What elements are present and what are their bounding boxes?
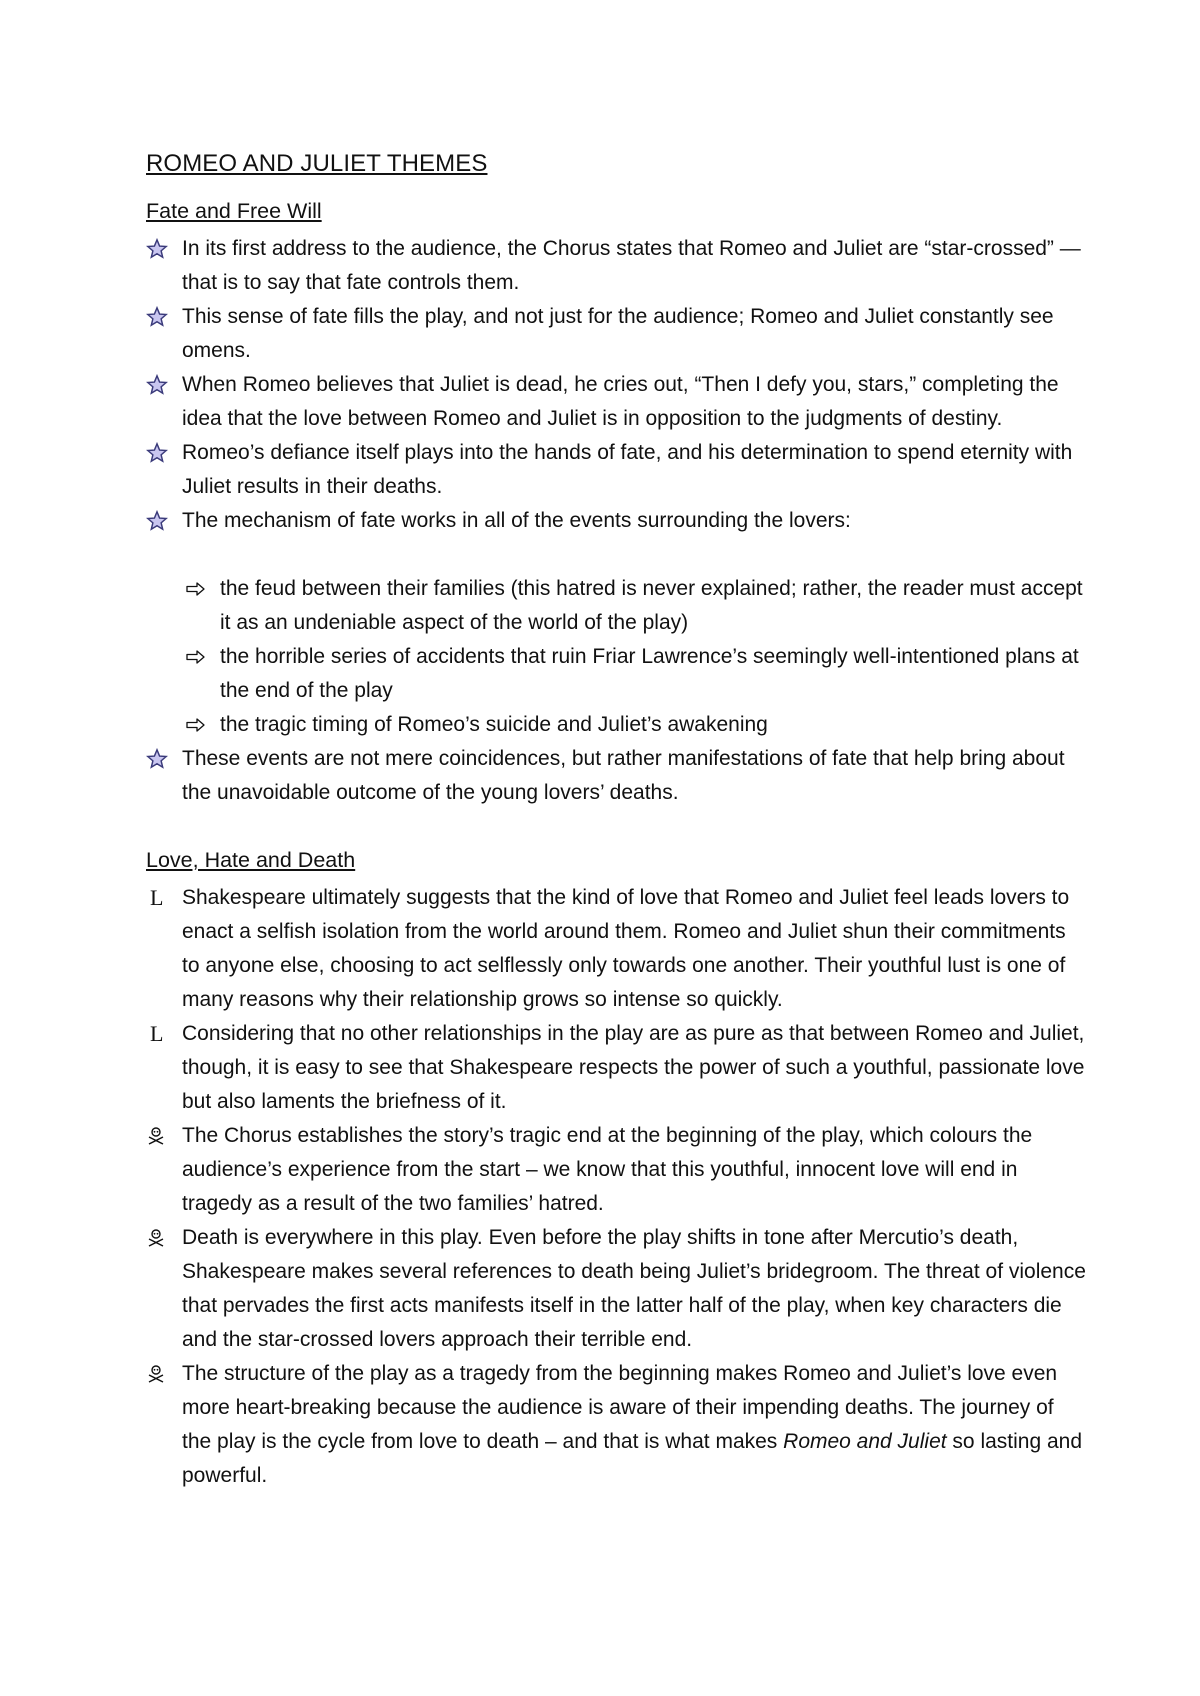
list-item: L Considering that no other relationships in the play are as pure as that between Romeo and Juliet, though, it is easy to see that Shakespeare respects the power of such a youthful, passionate love but also laments the briefness of it.	[146, 1017, 1086, 1119]
section-heading-love-hate-death: Love, Hate and Death	[146, 848, 356, 872]
love-hate-death-list	[146, 881, 1086, 1493]
arrow-right-icon	[186, 572, 206, 606]
star-bullet-icon	[146, 300, 174, 334]
list-item: L Shakespeare ultimately suggests that the kind of love that Romeo and Juliet feel leads lovers to enact a selfish isolation from the world around them. Romeo and Juliet shun their commitments to anyone else, choosing to act selflessly only towards one another. Their youthful lust is one of many reasons why their relationship grows so intense so quickly.	[146, 881, 1086, 1017]
list-item: When Romeo believes that Juliet is dead, he cries out, “Then I defy you, stars,” completing the idea that the love between Romeo and Juliet is in opposition to the judgments of destiny.	[146, 368, 1086, 436]
arrow-right-icon	[186, 708, 206, 742]
star-bullet-icon	[146, 742, 174, 776]
skull-crossbones-icon	[146, 1221, 174, 1255]
love-bullet-icon: L	[150, 1021, 164, 1046]
sub-list-item: the tragic timing of Romeo’s suicide and Juliet’s awakening	[146, 708, 1086, 742]
fate-list	[146, 232, 1086, 538]
list-item: These events are not mere coincidences, but rather manifestations of fate that help bring about the unavoidable outcome of the young lovers’ deaths.	[146, 742, 1086, 810]
section-heading-fate: Fate and Free Will	[146, 199, 322, 223]
list-item: This sense of fate fills the play, and not just for the audience; Romeo and Juliet constantly see omens.	[146, 300, 1086, 368]
fate-events-sublist	[146, 572, 1086, 742]
sub-list-item: the horrible series of accidents that ruin Friar Lawrence’s seemingly well-intentioned plans at the end of the play	[146, 640, 1086, 708]
play-title-italic: Romeo and Juliet	[783, 1430, 947, 1453]
list-item: Death is everywhere in this play. Even before the play shifts in tone after Mercutio’s death, Shakespeare makes several references to death being Juliet’s bridegroom. The threat of violence that pervades the first acts manifests itself in the latter half of the play, when key characters die and the star-crossed lovers approach their terrible end.	[146, 1221, 1086, 1357]
sub-list-item: the feud between their families (this hatred is never explained; rather, the reader must accept it as an undeniable aspect of the world of the play)	[146, 572, 1086, 640]
skull-crossbones-icon	[146, 1357, 174, 1391]
star-bullet-icon	[146, 232, 174, 266]
star-bullet-icon	[146, 368, 174, 402]
star-bullet-icon	[146, 504, 174, 538]
star-bullet-icon	[146, 436, 174, 470]
love-bullet-icon: L	[150, 885, 164, 910]
document-title: ROMEO AND JULIET THEMES	[146, 150, 488, 177]
arrow-right-icon	[186, 640, 206, 674]
list-item: The mechanism of fate works in all of the events surrounding the lovers:	[146, 504, 1086, 538]
skull-crossbones-icon	[146, 1119, 174, 1153]
list-item: The Chorus establishes the story’s tragic end at the beginning of the play, which colours the audience’s experience from the start – we know that this youthful, innocent love will end in tragedy as a result of the two families’ hatred.	[146, 1119, 1086, 1221]
list-item: The structure of the play as a tragedy from the beginning makes Romeo and Juliet’s love even more heart-breaking because the audience is aware of their impending deaths. The journey of the play is the cycle from love to death – and that is what makes Romeo and Juliet so lasting and powerful.	[146, 1357, 1086, 1493]
fate-closing-list	[146, 742, 1086, 810]
list-item: In its first address to the audience, the Chorus states that Romeo and Juliet are “star-crossed” — that is to say that fate controls them.	[146, 232, 1086, 300]
list-item: Romeo’s defiance itself plays into the hands of fate, and his determination to spend eternity with Juliet results in their deaths.	[146, 436, 1086, 504]
